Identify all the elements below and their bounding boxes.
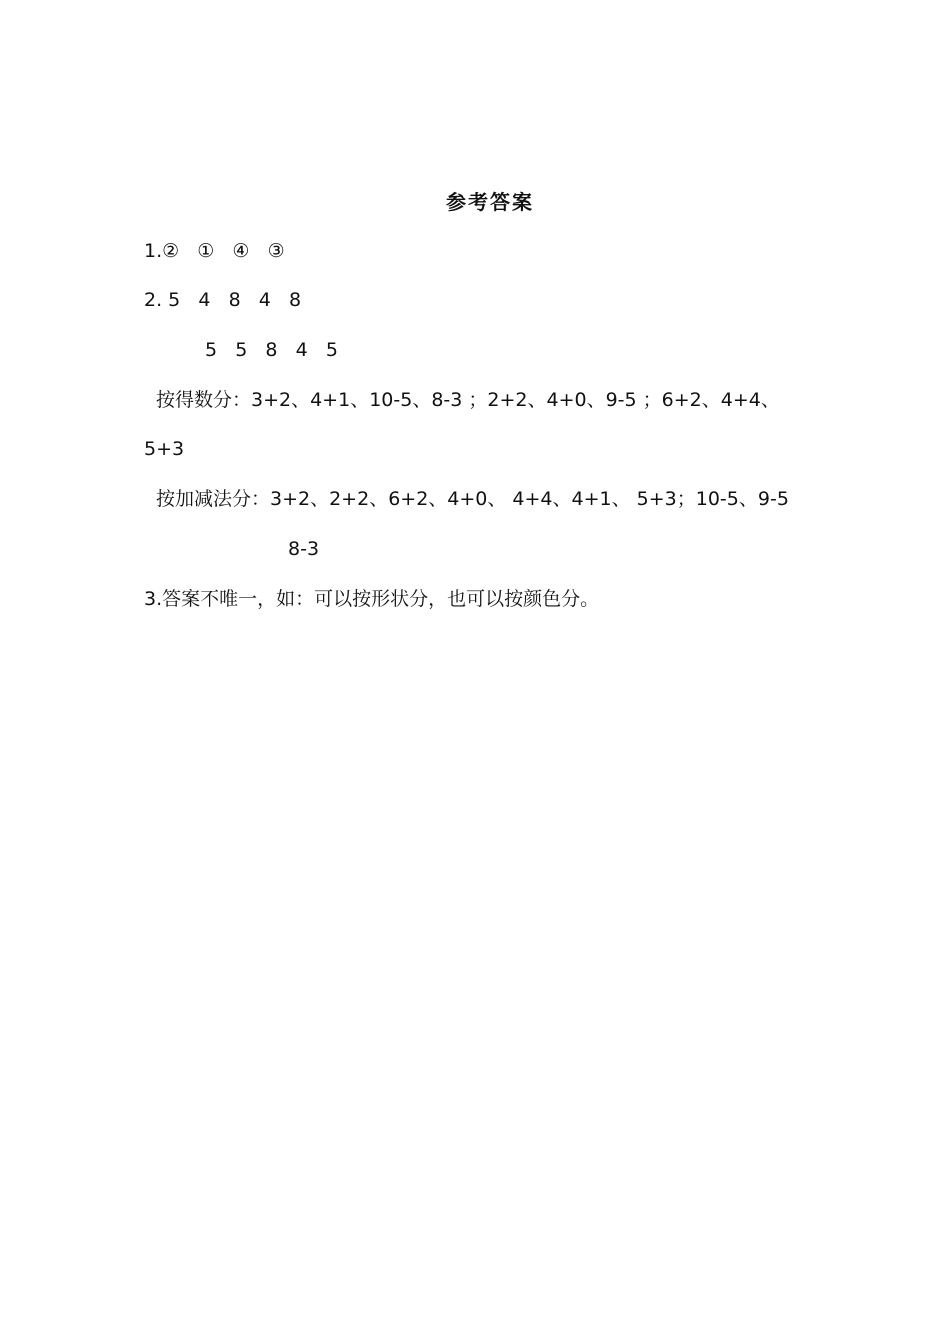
answer-line-2: 2. 5 4 8 4 8 [144, 289, 302, 311]
answer-line-1: 1.② ① ④ ③ [144, 240, 285, 262]
answer-by-result: 按得数分：3+2、4+1、10-5、8-3 ；2+2、4+0、9-5 ；6+2、4+4、 [156, 389, 780, 411]
answer-by-result-continued: 5+3 [144, 438, 185, 460]
answer-line-2-row-2: 5 5 8 4 5 [205, 339, 338, 361]
page-title: 参考答案 [446, 190, 534, 214]
answer-by-operation: 按加减法分：3+2、2+2、6+2、4+0、 4+4、4+1、 5+3；10-5、9-5 [156, 488, 789, 510]
answer-line-3: 3.答案不唯一，如：可以按形状分，也可以按颜色分。 [144, 588, 600, 610]
answer-by-operation-continued: 8-3 [288, 538, 320, 560]
